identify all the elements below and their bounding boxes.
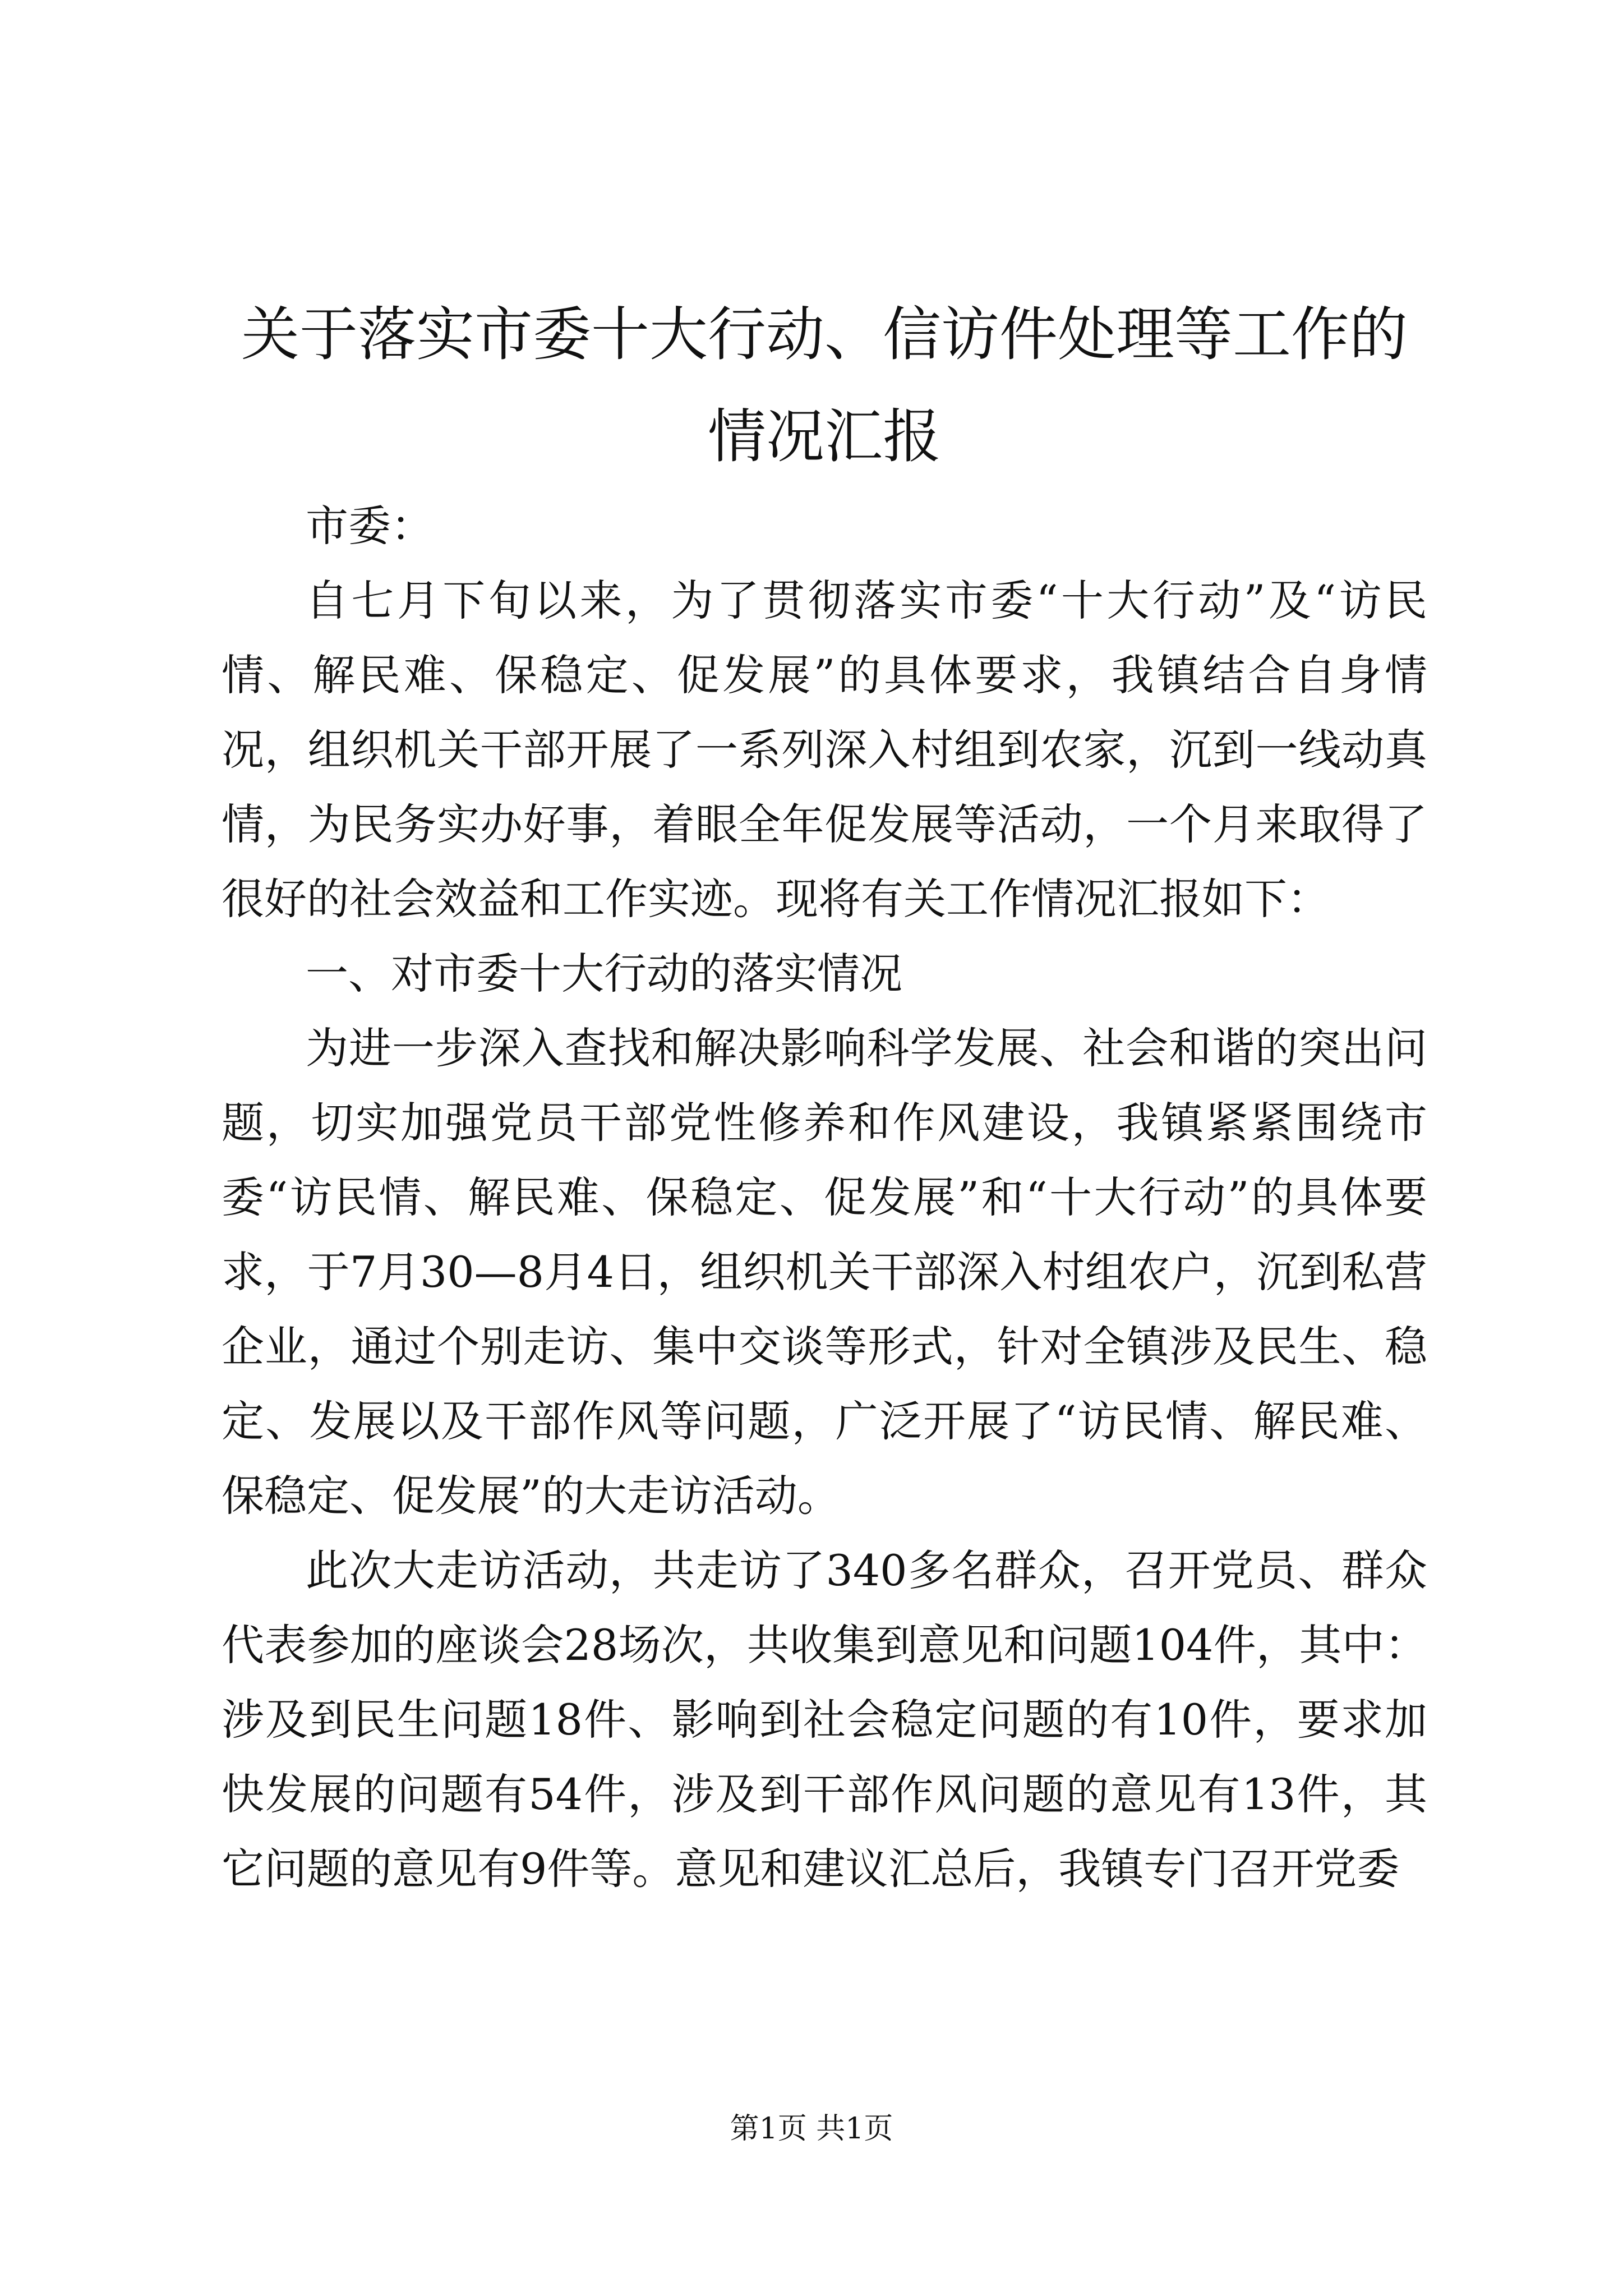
page-footer: 第1页 共1页 — [730, 2112, 893, 2146]
section-heading-1: 一、对市委十大行动的落实情况 — [306, 949, 902, 999]
paragraph-implementation: 为进一步深入查找和解决影响科学发展、社会和谐的突出问题，切实加强党员干部党性修养和作风建设，我镇紧紧围绕市委“访民情、解民难、保稳定、促发展”和“十大行动”的具体要求，于7月30—8月4日，组织机关干部深入村组农户，沉到私营企业，通过个别走访、集中交谈等形式，针对全镇涉及民生、稳定、发展以及干部作风等问题，广泛开展了“访民情、解民难、保稳定、促发展”的大走访活动。 — [222, 1023, 1427, 1521]
paragraph-statistics: 此次大走访活动，共走访了340多名群众，召开党员、群众代表参加的座谈会28场次，共收集到意见和问题104件，其中：涉及到民生问题18件、影响到社会稳定问题的有10件，要求加快发展的问题有54件，涉及到干部作风问题的意见有13件，其它问题的意见有9件等。意见和建议汇总后，我镇专门召开党委 — [222, 1545, 1427, 1894]
salutation: 市委： — [306, 501, 434, 551]
document-content — [222, 283, 1427, 1906]
document-body — [222, 489, 1427, 1906]
paragraph-intro: 自七月下旬以来，为了贯彻落实市委“十大行动”及“访民情、解民难、保稳定、促发展”的具体要求，我镇结合自身情况，组织机关干部开展了一系列深入村组到农家，沉到一线动真情，为民务实办好事，着眼全年促发展等活动，一个月来取得了很好的社会效益和工作实迹。现将有关工作情况汇报如下： — [222, 576, 1427, 924]
document-title: 关于落实市委十大行动、信访件处理等工作的情况汇报 — [241, 300, 1408, 471]
